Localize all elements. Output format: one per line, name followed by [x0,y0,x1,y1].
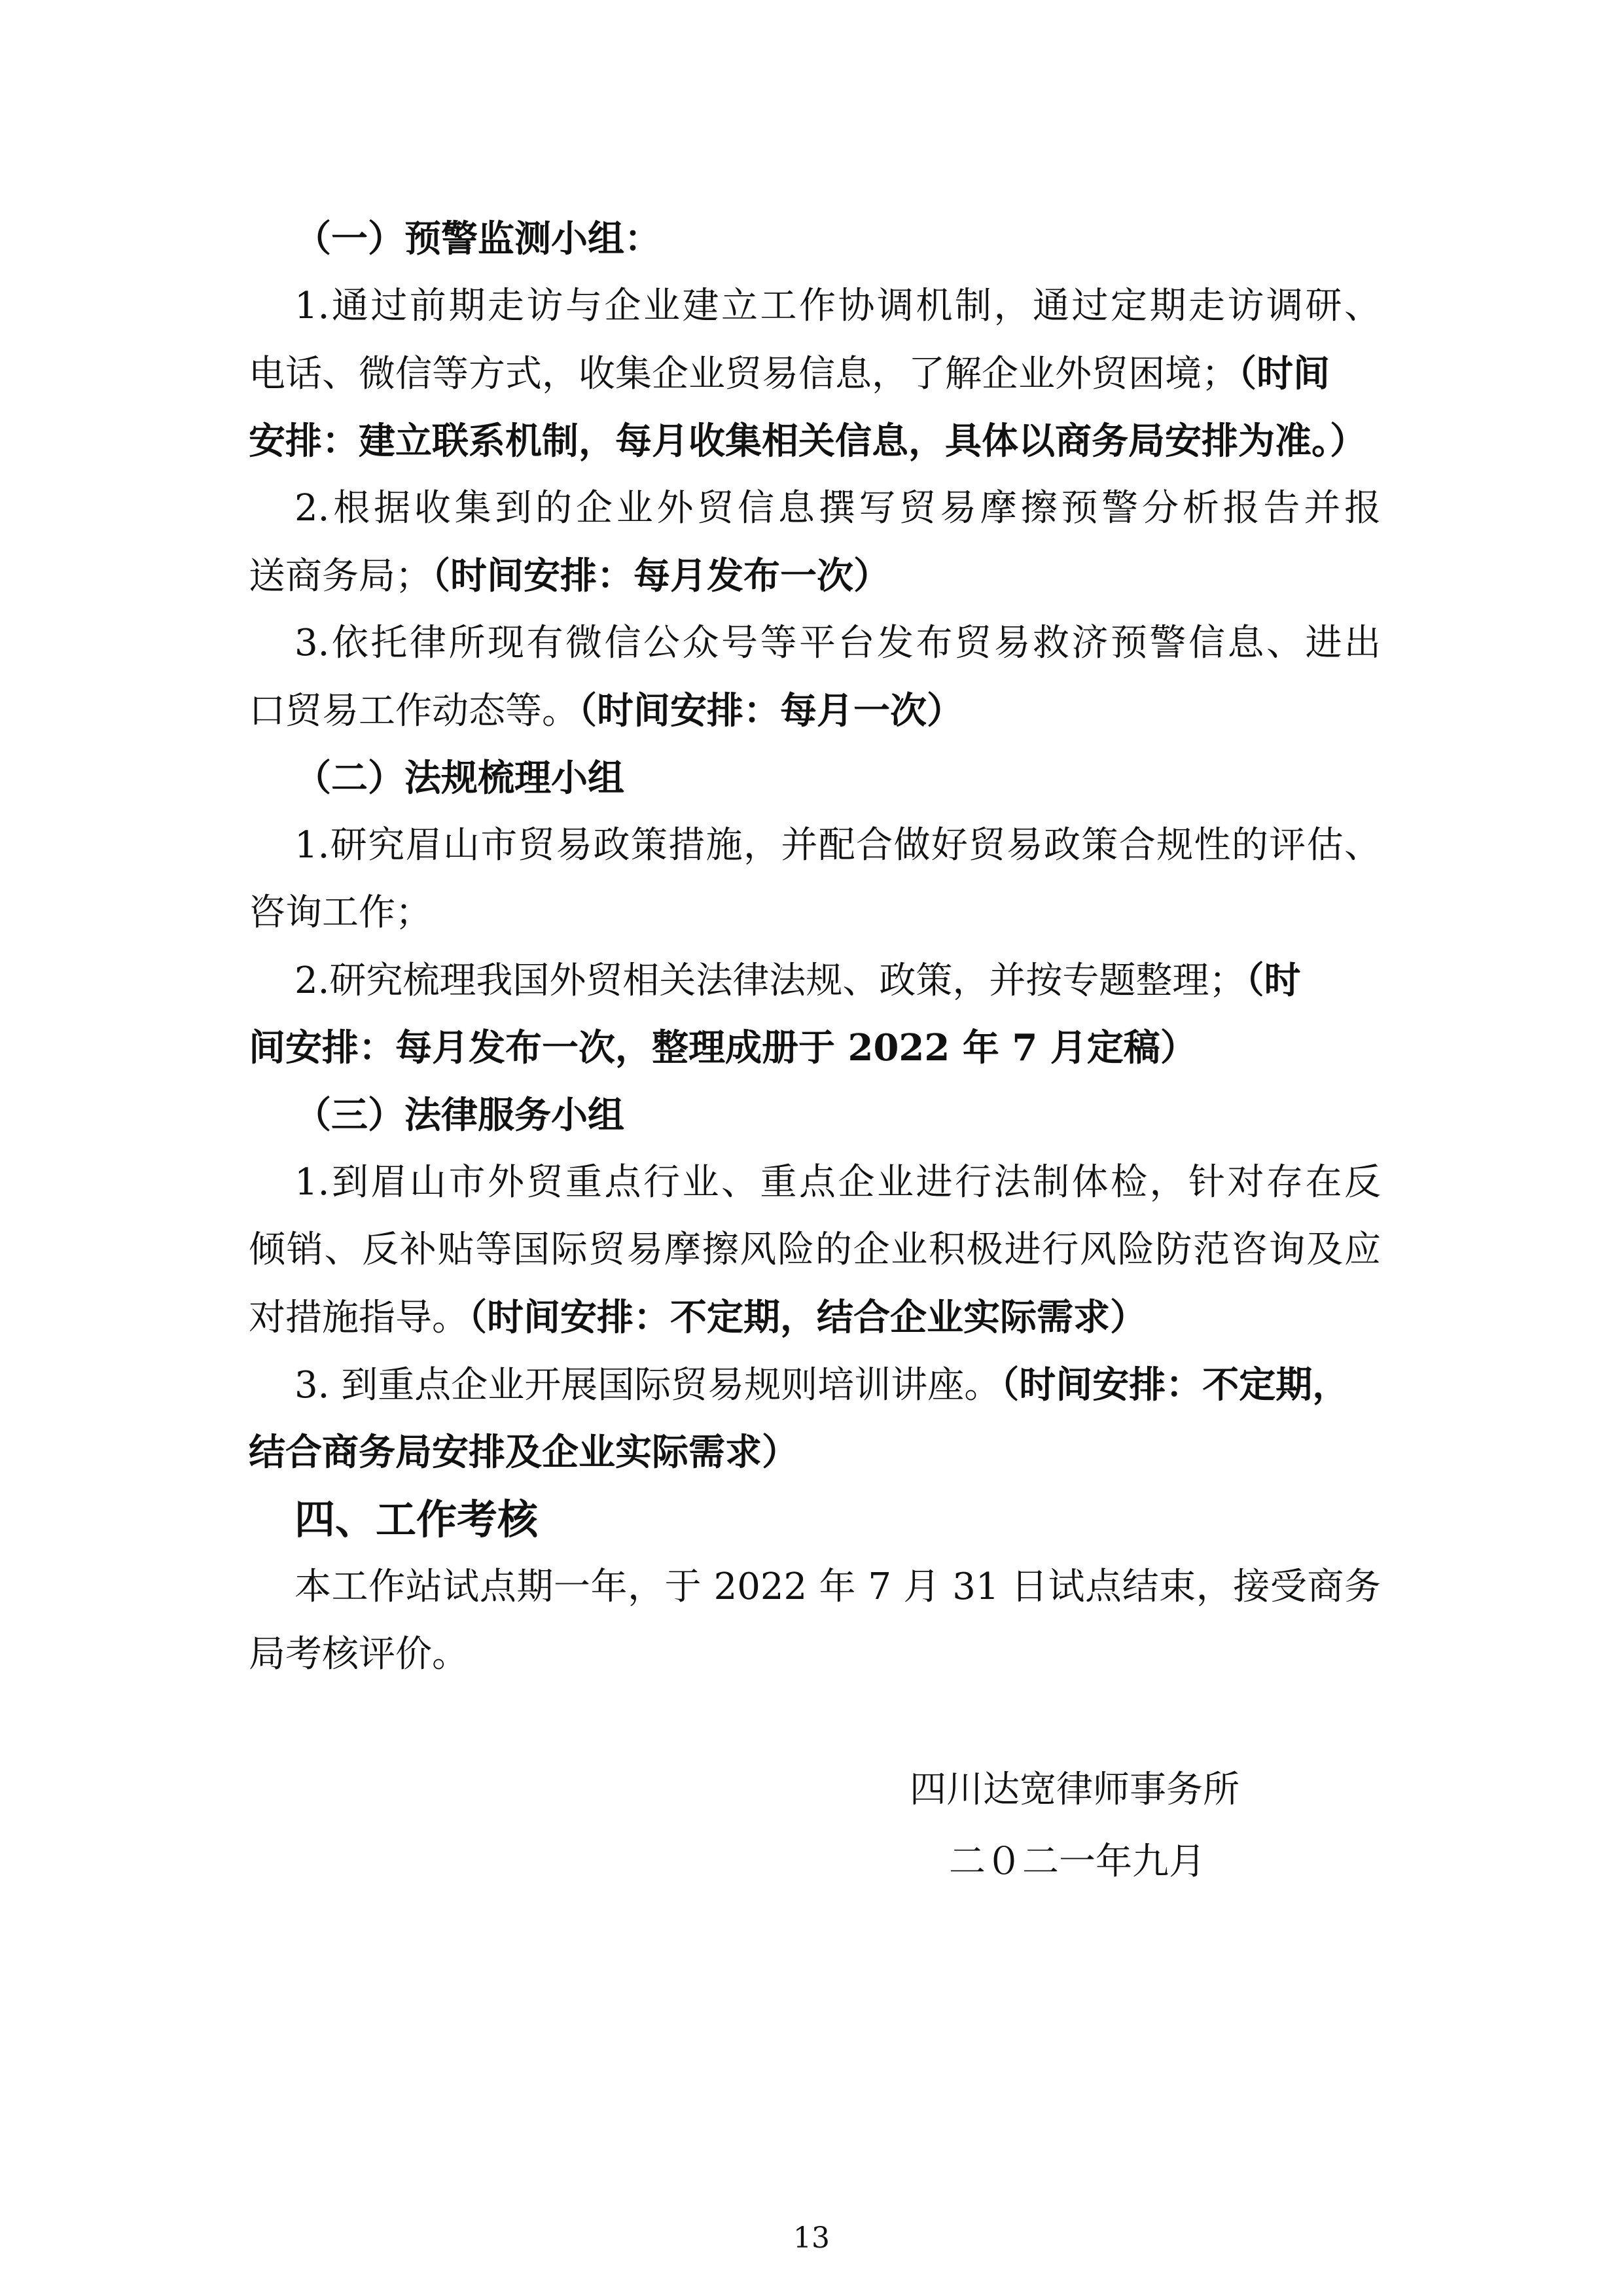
paragraph-line: 电话、微信等方式，收集企业贸易信息，了解企业外贸困境；（时间 [249,352,1330,395]
paragraph-line: 1.研究眉山市贸易政策措施，并配合做好贸易政策合规性的评估、 [294,824,1381,867]
paragraph-line-bold: 安排：建立联系机制，每月收集相关信息，具体以商务局安排为准。） [249,420,1366,463]
section-heading-1: （一）预警监测小组： [294,217,661,260]
paragraph-line: 倾销、反补贴等国际贸易摩擦风险的企业积极进行风险防范咨询及应 [249,1229,1381,1271]
paragraph-line: 3. 到重点企业开展国际贸易规则培训讲座。（时间安排：不定期， [294,1363,1349,1407]
paragraph-line: 咨询工作； [249,891,432,934]
section-heading-4: 四、工作考核 [294,1496,539,1543]
paragraph-line: 局考核评价。 [249,1633,469,1676]
section-heading-2: （二）法规梳理小组 [294,757,624,800]
signature-organization: 四川达宽律师事务所 [910,1768,1240,1811]
paragraph-line-bold: 结合商务局安排及企业实际需求） [249,1431,798,1474]
paragraph-line: 1.通过前期走访与企业建立工作协调机制，通过定期走访调研、 [294,285,1381,327]
paragraph-line: 1.到眉山市外贸重点行业、重点企业进行法制体检，针对存在反 [294,1161,1381,1204]
paragraph-line: 送商务局；（时间安排：每月发布一次） [249,554,890,598]
signature-date: 二０二一年九月 [949,1840,1205,1883]
paragraph-line: 口贸易工作动态等。（时间安排：每月一次） [249,689,963,732]
paragraph-line: 3.依托律所现有微信公众号等平台发布贸易救济预警信息、进出 [294,622,1381,664]
paragraph-line: 本工作站试点期一年，于 2022 年 7 月 31 日试点结束，接受商务 [294,1566,1381,1608]
paragraph-line: 2.研究梳理我国外贸相关法律法规、政策，并按专题整理；（时 [294,959,1301,1002]
paragraph-line-bold: 间安排：每月发布一次，整理成册于 2022 年 7 月定稿） [249,1026,1197,1069]
section-heading-3: （三）法律服务小组 [294,1094,624,1137]
paragraph-line: 对措施指导。（时间安排：不定期，结合企业实际需求） [249,1296,1147,1339]
page-number: 13 [793,2221,830,2255]
paragraph-line: 2.根据收集到的企业外贸信息撰写贸易摩擦预警分析报告并报 [294,487,1381,529]
